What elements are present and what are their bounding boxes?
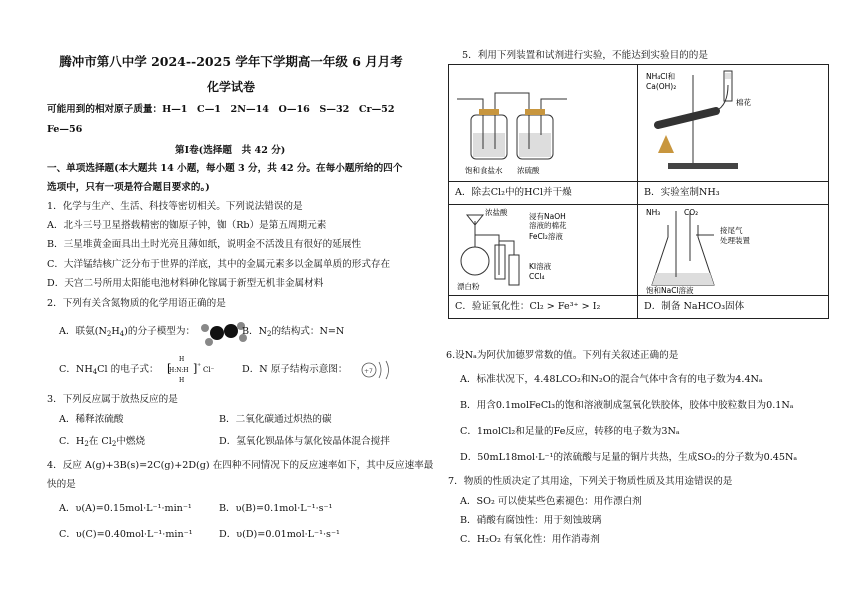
q5-option-a: A．除去Cl₂中的HCl并干燥 (449, 181, 637, 204)
instructions-line1: 一、单项选择题(本大题共 14 小题，每小题 3 分，共 42 分。在每小题所给的四个 (47, 163, 403, 174)
q1-option-a: A．北斗三号卫星搭载精密的铷原子钟，铷（Rb）是第五周期元素 (47, 220, 327, 231)
q5-stem: 5．利用下列装置和试剂进行实验，不能达到实验目的的是 (462, 50, 708, 61)
q5-image-b (638, 65, 828, 181)
ammonium-chloride-electron-formula-icon (167, 352, 239, 384)
q3-option-b: B．二氧化碳通过炽热的碳 (219, 414, 332, 425)
svg-text:+: + (197, 362, 202, 368)
q5-a-label-1: 饱和食盐水 (465, 166, 503, 175)
q5-apparatus-table (448, 64, 829, 319)
q5-d-label-4: 处理装置 (720, 236, 750, 245)
q5-option-c: C．验证氧化性：Cl₂ > Fe³⁺ > I₂ (449, 295, 637, 318)
q5-c-label-5: KI溶液 (529, 262, 552, 271)
svg-text:+7: +7 (364, 368, 373, 375)
svg-text:H: H (179, 356, 185, 363)
q3-option-a: A．稀释浓硫酸 (59, 414, 124, 425)
q4-option-c: C．υ(C)=0.40mol·L⁻¹·min⁻¹ (59, 529, 193, 540)
q5-c-label-4: FeCl₂溶液 (529, 232, 563, 241)
svg-text:Cl⁻: Cl⁻ (203, 366, 215, 374)
q2-stem: 2．下列有关含氮物质的化学用语正确的是 (47, 298, 226, 309)
q5-d-label-1: NH₃ (646, 208, 661, 217)
q7-option-a: A．SO₂ 可以使某些色素褪色：用作漂白剂 (460, 496, 642, 507)
q6-stem: 6.设Nₐ为阿伏加德罗常数的值。下列有关叙述正确的是 (446, 350, 679, 361)
q2-option-d: D．N 原子结构示意图： (242, 364, 348, 375)
q1-stem: 1．化学与生产、生活、科技等密切相关。下列说法错误的是 (47, 201, 303, 212)
q5-image-d (638, 205, 828, 295)
instructions-line2: 选项中，只有一项是符合题目要求的。) (47, 182, 210, 193)
q5-d-label-3: 接尾气 (720, 226, 743, 235)
q1-option-c: C．大洋锰结核广泛分布于世界的洋底，其中的金属元素多以金属单质的形式存在 (47, 259, 391, 270)
q4-stem-line2: 快的是 (47, 479, 76, 490)
q3-stem: 3．下列反应属于放热反应的是 (47, 394, 178, 405)
q4-option-d: D．υ(D)=0.01mol·L⁻¹·s⁻¹ (219, 529, 340, 540)
q6-option-b: B．用含0.1molFeCl₃的饱和溶液制成氢氧化铁胶体，胶体中胶粒数目为0.1Nₐ (460, 400, 794, 411)
q5-c-label-7: 漂白粉 (457, 282, 480, 291)
q7-option-c: C．H₂O₂ 有氧化性：用作消毒剂 (460, 534, 600, 545)
q5-b-label-1: NH₄Cl和 (646, 72, 676, 81)
q1-option-b: B．三星堆黄金面具出土时光亮且薄如纸，说明金不活泼且有很好的延展性 (47, 239, 362, 250)
q5-option-d: D．制备 NaHCO₃固体 (638, 295, 828, 318)
q5-image-c (449, 205, 637, 295)
q5-d-label-5: 饱和NaCl溶液 (646, 286, 694, 295)
svg-text:H:N:H: H:N:H (169, 367, 189, 374)
q5-image-a (449, 65, 637, 181)
q5-b-label-3: 棉花 (736, 98, 751, 107)
q5-d-label-2: CO₂ (684, 208, 699, 217)
atomic-masses-line2: Fe—56 (47, 124, 83, 135)
q4-stem-line1: 4．反应 A(g)+3B(s)=2C(g)+2D(g) 在四种不同情况下的反应速率如下，其中反应速率最 (47, 460, 434, 471)
q5-c-label-1: 浓盐酸 (485, 208, 508, 217)
q7-stem: 7．物质的性质决定了其用途，下列关于物质性质及其用途错误的是 (448, 476, 733, 487)
q1-option-d: D．天宫二号所用太阳能电池材料砷化镓属于新型无机非金属材料 (47, 278, 324, 289)
q6-option-c: C．1molCl₂和足量的Fe反应，转移的电子数为3Nₐ (460, 426, 680, 437)
section-heading: 第Ⅰ卷(选择题 共 42 分) (175, 145, 286, 156)
svg-text:]: ] (193, 362, 198, 375)
q6-option-d: D．50mL18mol·L⁻¹的浓硫酸与足量的铜片共热，生成SO₂的分子数为0.45Nₐ (460, 452, 798, 463)
atomic-masses-line1: 可能用到的相对原子质量：H—1 C—1 2N—14 O—16 S—32 Cr—52 (47, 104, 395, 115)
exam-subtitle: 化学试卷 (206, 80, 255, 94)
svg-text:[: [ (167, 362, 172, 375)
q7-option-b: B．硝酸有腐蚀性：用于刻蚀玻璃 (460, 515, 602, 526)
q3-option-c: C．$H_2$在 $Cl_2$中燃烧 (59, 436, 146, 448)
q3-option-d: D．氢氧化钡晶体与氯化铵晶体混合搅拌 (219, 436, 390, 447)
exam-title: 腾冲市第八中学 2024--2025 学年下学期高一年级 6 月月考 (59, 54, 403, 69)
q2-option-b: B．$N_2$的结构式：N=N (242, 326, 345, 338)
q5-option-b: B．实验室制NH₃ (638, 181, 828, 204)
q5-c-label-6: CCl₄ (529, 272, 545, 281)
q5-b-label-2: Ca(OH)₂ (646, 82, 677, 91)
q5-a-label-2: 浓硫酸 (517, 166, 540, 175)
q2-option-a: A．联氨$(N_2H_4)$的分子模型为： (59, 326, 196, 338)
q5-c-label-2: 浸有NaOH (529, 212, 566, 221)
q5-c-label-3: 溶液的棉花 (529, 221, 567, 230)
svg-text:H: H (179, 377, 185, 384)
nitrogen-atom-structure-icon (357, 358, 397, 382)
q2-option-c: C．$NH_4Cl$ 的电子式： (59, 364, 159, 376)
q4-option-b: B．υ(B)=0.1mol·L⁻¹·s⁻¹ (219, 503, 333, 514)
q6-option-a: A．标准状况下，4.48LCO₂和N₂O的混合气体中含有的电子数为4.4Nₐ (460, 374, 763, 385)
q4-option-a: A．υ(A)=0.15mol·L⁻¹·min⁻¹ (59, 503, 192, 514)
